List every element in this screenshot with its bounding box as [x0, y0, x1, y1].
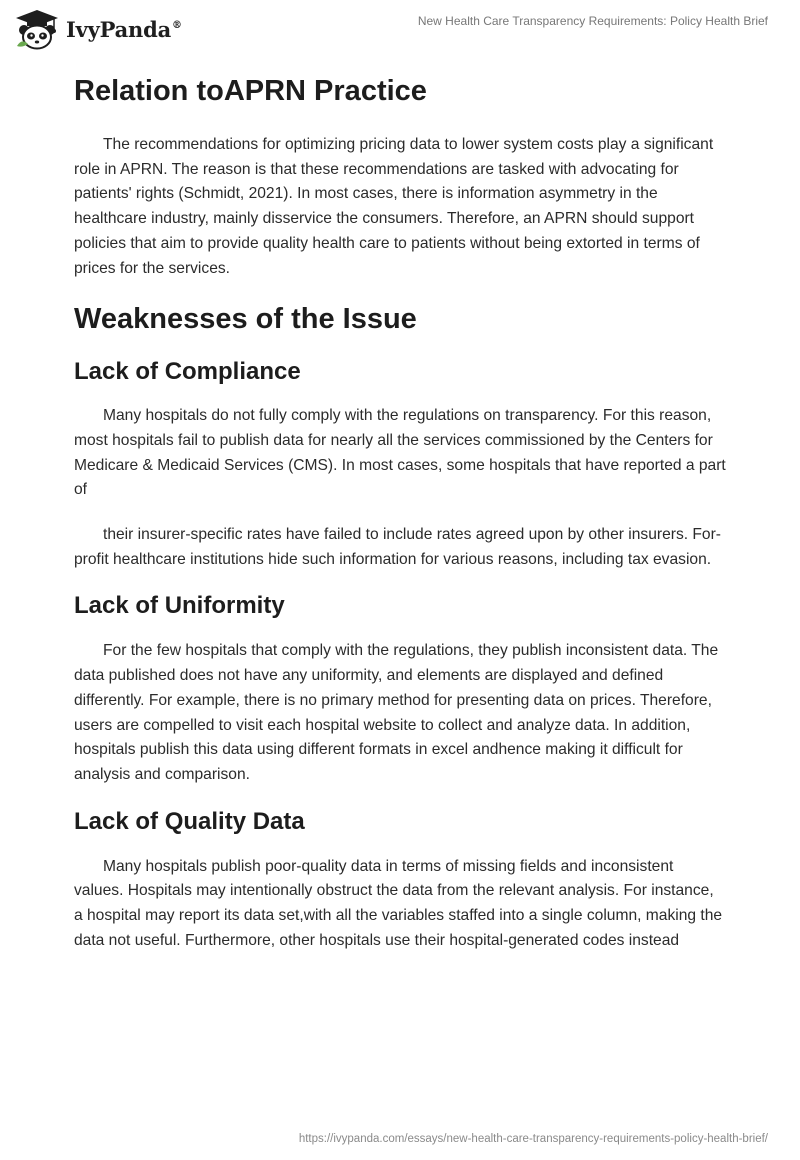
- page-header: [0, 0, 800, 64]
- source-url-link[interactable]: https://ivypanda.com/essays/new-health-care-transparency-requirements-policy-health-brief/: [298, 1133, 768, 1145]
- heading-lack-of-compliance: Lack of Compliance: [74, 358, 301, 386]
- paragraph-relation: The recommendations for optimizing pricing data to lower system costs play a significant role in APRN. The reason is that these recommendations are tasked with advocating for patients' rights (Schmidt, 2021). In most cases, there is information asymmetry in the healthcare industry, mainly disservice the consumers. Therefore, an APRN should support policies that aim to provide quality health care to patients without being extorted in terms of prices for the services.: [74, 136, 714, 277]
- logo-text: IvyPanda®: [66, 16, 182, 42]
- document-title: New Health Care Transparency Requirements: Policy Health Brief: [417, 14, 768, 28]
- paragraph-compliance-1: Many hospitals do not fully comply with the regulations on transparency. For this reason, most hospitals fail to publish data for nearly all the services commissioned by the Centers for Medicare & Medicaid Services (CMS). In most cases, some hospitals that have reported a part of: [74, 407, 726, 499]
- paragraph-uniformity: For the few hospitals that comply with the regulations, they publish inconsistent data. The data published does not have any uniformity, and elements are displayed and defined differently. For example, there is no primary method for presenting data on prices. Therefore, users are compelled to visit each hospital website to collect and analyze data. In addition, hospitals publish this data using different formats in excel andhence making it difficult for analysis and comparison.: [74, 642, 719, 783]
- paragraph-quality-data: Many hospitals publish poor-quality data in terms of missing fields and inconsistent values. Hospitals may intentionally obstruct the data from the relevant analysis. For instance, a hospital may report its data set,with all the variables staffed into a single column, making the data not useful. Furthermore, other hospitals use their hospital-generated codes instead: [74, 857, 723, 949]
- heading-weaknesses: Weaknesses of the Issue: [74, 303, 417, 336]
- panda-graduation-icon: [14, 8, 60, 50]
- essay-body: [74, 70, 726, 953]
- paragraph-compliance-2: their insurer-specific rates have failed to include rates agreed upon by other insurers. For-profit healthcare institutions hide such information for various reasons, including tax evasion.: [74, 526, 721, 568]
- heading-relation-to-aprn: Relation toAPRN Practice: [74, 75, 427, 107]
- ivypanda-logo[interactable]: [14, 8, 182, 50]
- heading-lack-of-uniformity: Lack of Uniformity: [74, 592, 285, 620]
- heading-lack-of-quality-data: Lack of Quality Data: [74, 807, 305, 835]
